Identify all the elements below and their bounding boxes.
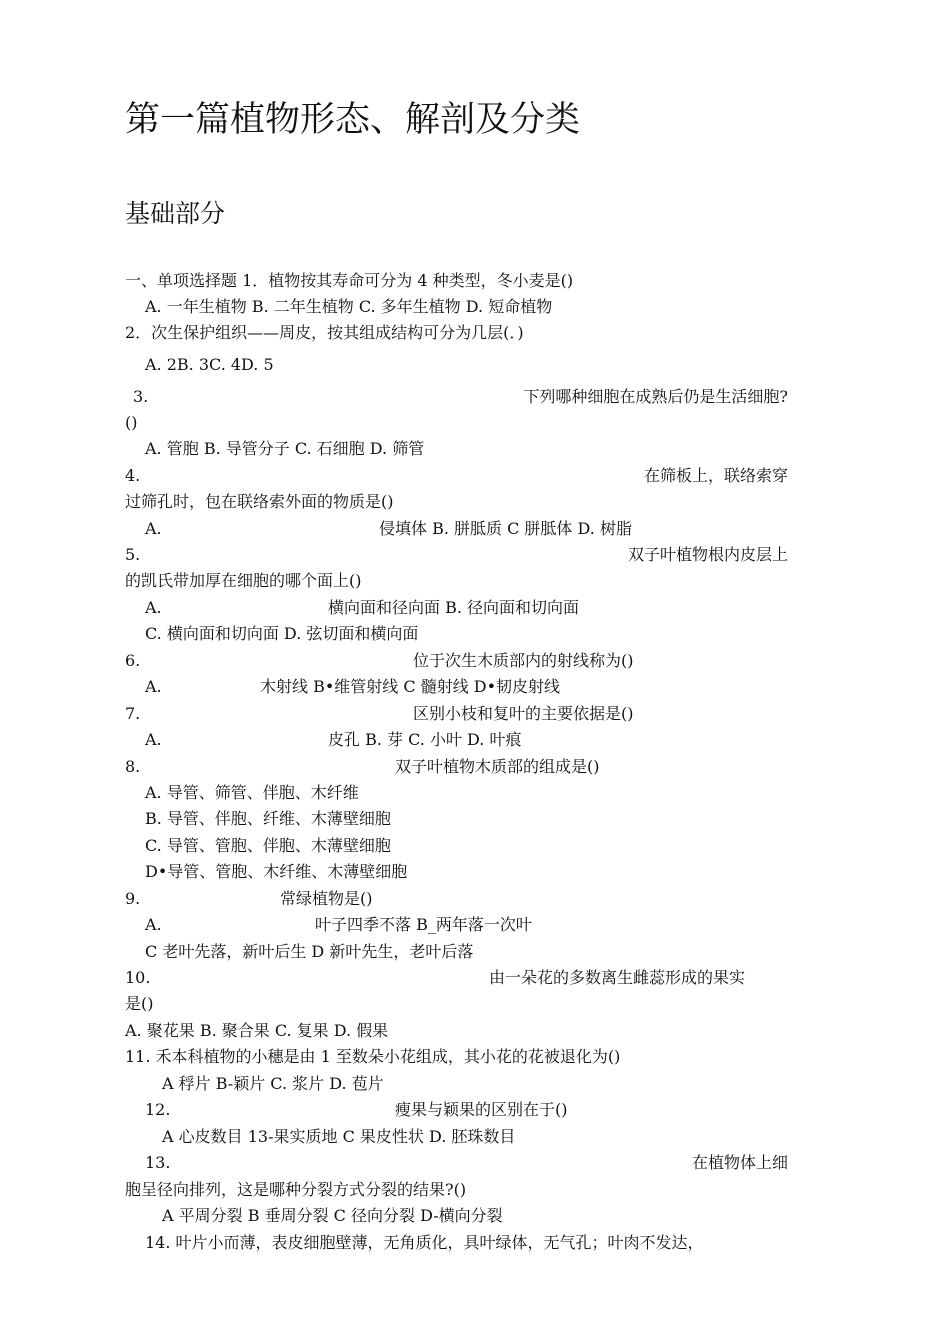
question-9-options: 叶子四季不落 B_两年落一次叶 <box>315 915 532 934</box>
question-11-options: A 稃片 B-颖片 C. 浆片 D. 苞片 <box>162 1074 384 1093</box>
question-9-text: 常绿植物是() <box>280 889 373 908</box>
question-4-text: 在筛板上，联络索穿 <box>643 466 788 485</box>
section-heading: 基础部分 <box>125 199 226 228</box>
question-7-options: 皮孔 B. 芽 C. 小叶 D. 叶痕 <box>328 730 522 749</box>
question-6-text: 位于次生木质部内的射线称为() <box>413 651 634 670</box>
question-2: 2．次生保护组织——周皮，按其组成结构可分为几层(．) <box>125 323 524 342</box>
question-8-text: 双子叶植物木质部的组成是() <box>395 757 600 776</box>
question-10-options: A. 聚花果 B. 聚合果 C. 复果 D. 假果 <box>125 1021 389 1040</box>
question-5 <box>125 544 788 566</box>
question-5-options: 横向面和径向面 B. 径向面和切向面 <box>328 598 580 617</box>
question-1-options: A. 一年生植物 B. 二年生植物 C. 多年生植物 D. 短命植物 <box>145 297 553 316</box>
question-13-continuation: 胞呈径向排列，这是哪种分裂方式分裂的结果?() <box>125 1180 467 1199</box>
question-13-text: 在植物体上细 <box>691 1153 788 1172</box>
question-7-option-a-label: A. <box>145 730 162 749</box>
question-10-text: 由一朵花的多数离生雌蕊形成的果实 <box>489 968 746 987</box>
question-13-number: 13. <box>145 1153 171 1172</box>
question-4-number: 4. <box>125 466 141 485</box>
question-2-options: A. 2B. 3C. 4D. 5 <box>145 355 274 374</box>
question-12-number: 12. <box>145 1100 171 1119</box>
question-4-option-a-label: A. <box>145 519 162 538</box>
question-5-number: 5. <box>125 545 141 564</box>
question-8-option-a: A. 导管、筛管、伴胞、木纤维 <box>145 783 359 802</box>
document-title: 第一篇植物形态、解剖及分类 <box>125 100 581 140</box>
question-5-text: 双子叶植物根内皮层上 <box>627 545 788 564</box>
question-9-option-a-label: A. <box>145 915 162 934</box>
question-13 <box>145 1152 788 1174</box>
question-8-option-c: C. 导管、管胞、伴胞、木薄壁细胞 <box>145 836 391 855</box>
question-7-text: 区别小枝和复叶的主要依据是() <box>413 704 634 723</box>
question-8-number: 8. <box>125 757 141 776</box>
question-14: 14. 叶片小而薄，表皮细胞壁薄，无角质化，具叶绿体，无气孔；叶肉不发达， <box>145 1233 704 1252</box>
question-9-number: 9. <box>125 889 141 908</box>
question-5-option-a-label: A. <box>145 598 162 617</box>
question-12-text: 瘦果与颖果的区别在于() <box>395 1100 568 1119</box>
question-5-continuation: 的凯氏带加厚在细胞的哪个面上() <box>125 571 362 590</box>
question-4-options: 侵填体 B. 胼胝质 C 胼胝体 D. 树脂 <box>379 519 632 538</box>
question-3-continuation: () <box>125 413 138 432</box>
question-13-options: A 平周分裂 B 垂周分裂 C 径向分裂 D-横向分裂 <box>162 1206 503 1225</box>
question-10-continuation: 是() <box>125 994 154 1013</box>
question-11: 11. 禾本科植物的小穗是由 1 至数朵小花组成，其小花的花被退化为() <box>125 1047 621 1066</box>
question-10-number: 10. <box>125 968 151 987</box>
question-3-options: A. 管胞 B. 导管分子 C. 石细胞 D. 筛管 <box>145 439 425 458</box>
question-8-option-d: D•导管、管胞、木纤维、木薄壁细胞 <box>145 862 408 881</box>
question-3-text: 下列哪种细胞在成熟后仍是生活细胞? <box>523 387 788 406</box>
question-9-options-2: C 老叶先落，新叶后生 D 新叶先生，老叶后落 <box>145 942 474 961</box>
question-8-option-b: B. 导管、伴胞、纤维、木薄壁细胞 <box>145 809 391 828</box>
question-4 <box>125 465 788 487</box>
question-6-number: 6. <box>125 651 141 670</box>
question-6-options: 木射线 B•维管射线 C 髓射线 D•韧皮射线 <box>260 677 561 696</box>
question-3 <box>133 386 788 408</box>
question-4-continuation: 过筛孔时，包在联络索外面的物质是() <box>125 492 394 511</box>
question-6-option-a-label: A. <box>145 677 162 696</box>
question-12-options: A 心皮数目 13-果实质地 C 果皮性状 D. 胚珠数目 <box>162 1127 516 1146</box>
question-3-number: 3. <box>133 387 149 406</box>
question-7-number: 7. <box>125 704 141 723</box>
question-5-options-2: C. 横向面和切向面 D. 弦切面和横向面 <box>145 624 419 643</box>
question-1: 一、单项选择题 1．植物按其寿命可分为 4 种类型，冬小麦是() <box>125 271 574 290</box>
